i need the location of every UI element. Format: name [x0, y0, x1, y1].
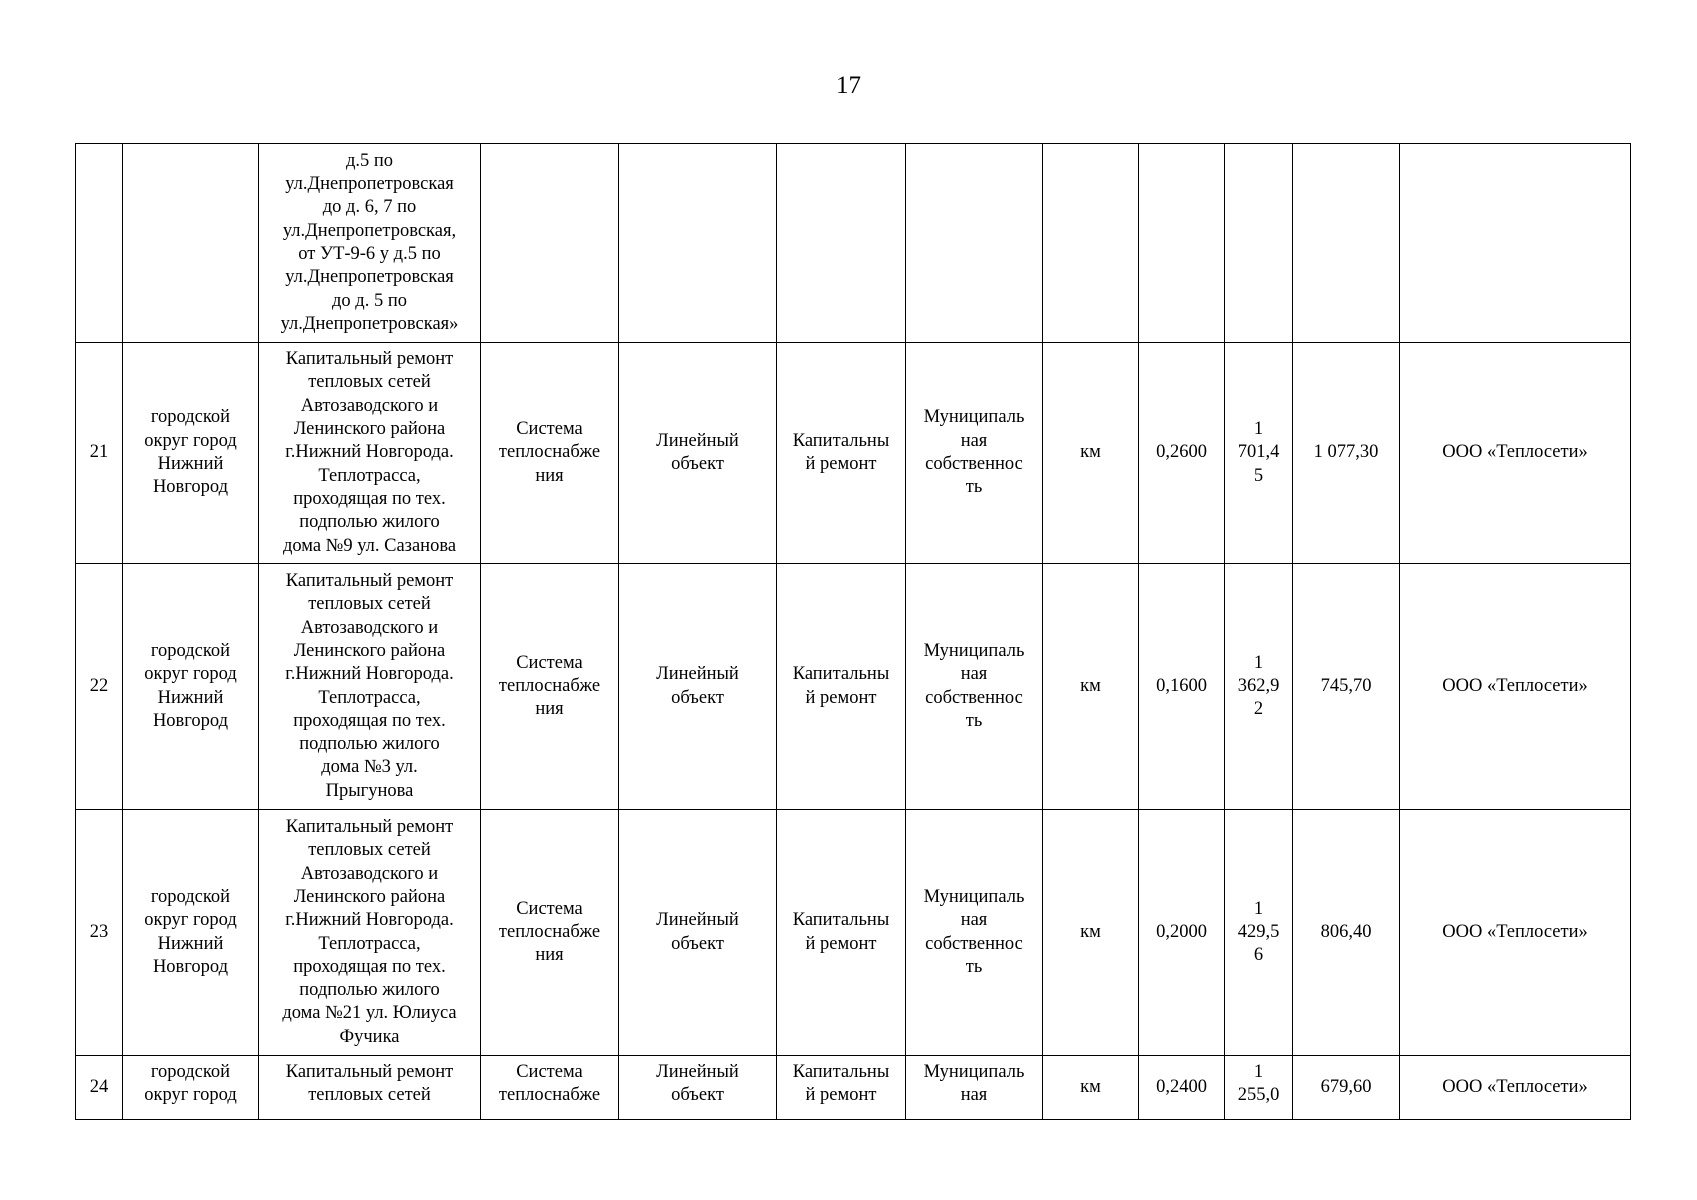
- municipality-cell: городской округ город Нижний Новгород: [123, 343, 259, 564]
- length-cell: 0,2400: [1139, 1056, 1225, 1120]
- length-cell: 0,1600: [1139, 564, 1225, 810]
- system-cell: Система теплоснабже ния: [481, 343, 619, 564]
- project-name-text: Капитальный ремонт тепловых сетей: [285, 1062, 454, 1106]
- work-type-cell: Капитальны й ремонт: [777, 810, 906, 1056]
- municipality-cell: [123, 144, 259, 343]
- project-name-cell: д.5 по ул.Днепропетровская до д. 6, 7 по ул.Днепропетровская, от УТ-9-6 у д.5 по ул.Днепропетровская до д. 5 по ул.Днепропетровская»: [259, 144, 481, 343]
- cost-cell: 1 362,9 2: [1225, 564, 1293, 810]
- unit-cell: км: [1043, 1056, 1139, 1120]
- system-cell: [481, 144, 619, 343]
- object-type-cell: [619, 1056, 777, 1120]
- unit-cell: [1043, 144, 1139, 343]
- object-type-cell: Линейный объект: [619, 810, 777, 1056]
- row-number: [76, 144, 123, 343]
- table-row: [76, 564, 1631, 810]
- table-row: [76, 343, 1631, 564]
- cost2-cell: 679,60: [1293, 1056, 1400, 1120]
- table-row: [76, 810, 1631, 1056]
- table-row: [76, 1056, 1631, 1120]
- object-type-text: Линейный объект: [656, 1062, 739, 1106]
- system-cell: Система теплоснабже ния: [481, 564, 619, 810]
- organization-cell: [1400, 144, 1631, 343]
- work-type-cell: Капитальны й ремонт: [777, 564, 906, 810]
- object-type-cell: [619, 144, 777, 343]
- cost2-cell: 1 077,30: [1293, 343, 1400, 564]
- work-type-text: Капитальны й ремонт: [792, 1062, 890, 1106]
- cost-text: 1 255,0: [1237, 1062, 1280, 1106]
- work-type-cell: [777, 144, 906, 343]
- ownership-cell: [906, 144, 1043, 343]
- organization-cell: ООО «Теплосети»: [1400, 810, 1631, 1056]
- cost2-cell: [1293, 144, 1400, 343]
- row-number: 24: [76, 1056, 123, 1120]
- ownership-text: Муниципаль ная: [923, 1062, 1025, 1106]
- organization-cell: ООО «Теплосети»: [1400, 343, 1631, 564]
- cost2-cell: 806,40: [1293, 810, 1400, 1056]
- ownership-cell: Муниципаль ная собственнос ть: [906, 343, 1043, 564]
- system-text: Система теплоснабже: [498, 1062, 601, 1106]
- object-type-cell: Линейный объект: [619, 564, 777, 810]
- length-cell: [1139, 144, 1225, 343]
- system-cell: Система теплоснабже ния: [481, 810, 619, 1056]
- unit-cell: км: [1043, 810, 1139, 1056]
- cost-cell: 1 701,4 5: [1225, 343, 1293, 564]
- object-type-cell: Линейный объект: [619, 343, 777, 564]
- page-number: 17: [836, 72, 861, 99]
- organization-cell: ООО «Теплосети»: [1400, 564, 1631, 810]
- cost2-cell: 745,70: [1293, 564, 1400, 810]
- row-number: 22: [76, 564, 123, 810]
- work-type-cell: [777, 1056, 906, 1120]
- project-name-cell: Капитальный ремонт тепловых сетей Автозаводского и Ленинского района г.Нижний Новгорода. Теплотрасса, проходящая по тех. подполью жилого дома №3 ул. Прыгунова: [259, 564, 481, 810]
- municipality-cell: городской округ город Нижний Новгород: [123, 810, 259, 1056]
- investment-program-table: [75, 143, 1631, 1120]
- ownership-cell: Муниципаль ная собственнос ть: [906, 564, 1043, 810]
- municipality-text: городской округ город: [144, 1062, 237, 1106]
- length-cell: 0,2000: [1139, 810, 1225, 1056]
- cost-cell: 1 429,5 6: [1225, 810, 1293, 1056]
- ownership-cell: Муниципаль ная собственнос ть: [906, 810, 1043, 1056]
- municipality-cell: городской округ город Нижний Новгород: [123, 564, 259, 810]
- project-name-cell: [259, 1056, 481, 1120]
- project-name-cell: Капитальный ремонт тепловых сетей Автозаводского и Ленинского района г.Нижний Новгорода. Теплотрасса, проходящая по тех. подполью жилого дома №9 ул. Сазанова: [259, 343, 481, 564]
- work-type-cell: Капитальны й ремонт: [777, 343, 906, 564]
- unit-cell: км: [1043, 564, 1139, 810]
- cost-cell: [1225, 144, 1293, 343]
- organization-cell: ООО «Теплосети»: [1400, 1056, 1631, 1120]
- row-number: 23: [76, 810, 123, 1056]
- municipality-cell: [123, 1056, 259, 1120]
- system-cell: [481, 1056, 619, 1120]
- unit-cell: км: [1043, 343, 1139, 564]
- project-name-cell: Капитальный ремонт тепловых сетей Автозаводского и Ленинского района г.Нижний Новгорода. Теплотрасса, проходящая по тех. подполью жилого дома №21 ул. Юлиуса Фучика: [259, 810, 481, 1056]
- length-cell: 0,2600: [1139, 343, 1225, 564]
- cost-cell: [1225, 1056, 1293, 1120]
- table-row: [76, 144, 1631, 343]
- ownership-cell: [906, 1056, 1043, 1120]
- row-number: 21: [76, 343, 123, 564]
